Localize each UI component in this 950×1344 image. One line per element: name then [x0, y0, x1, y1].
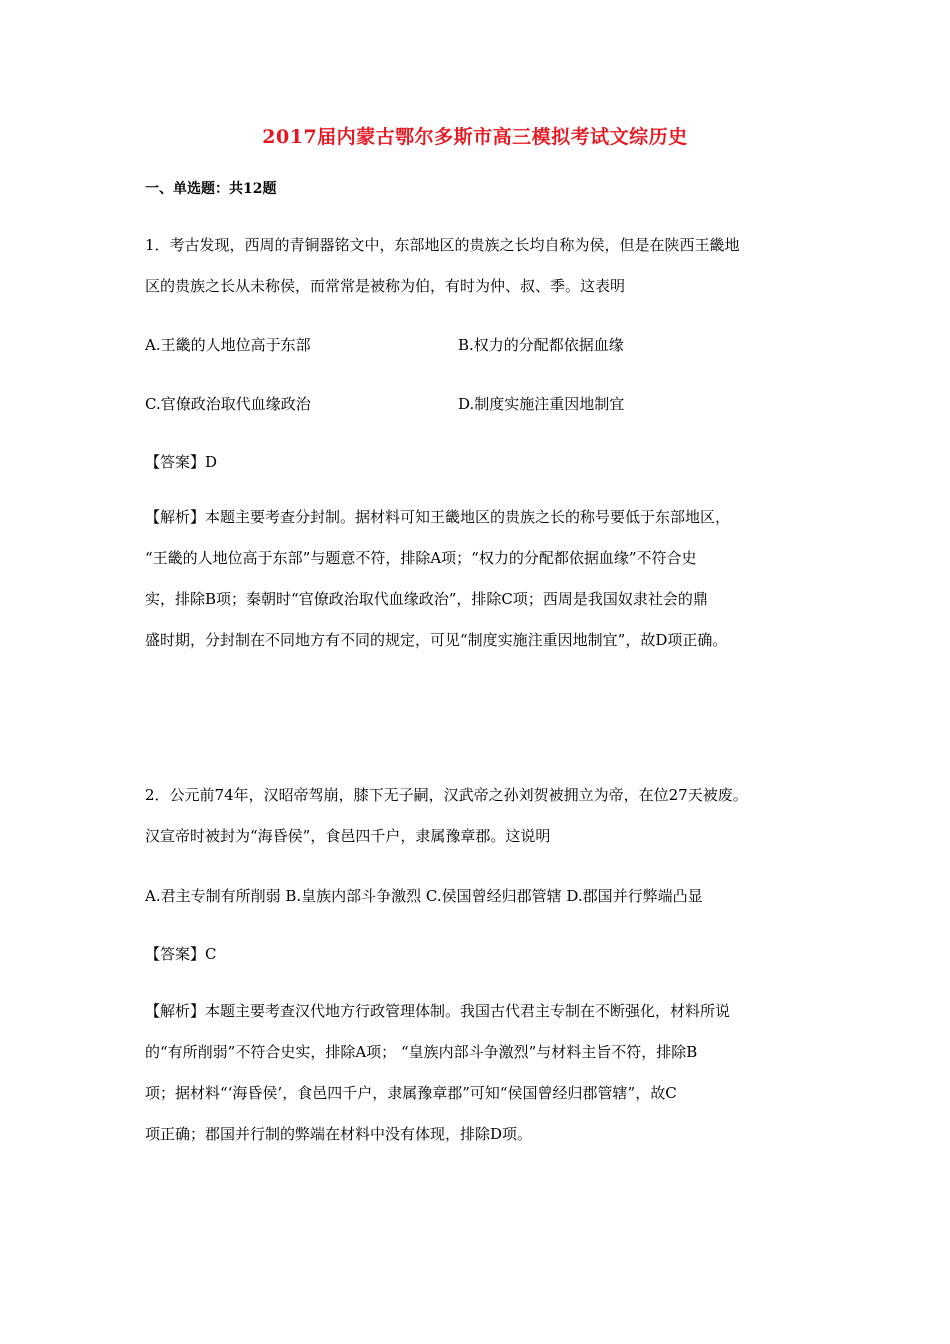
question-1-stem-line: 1．考古发现，西周的青铜器铭文中，东部地区的贵族之长均自称为侯，但是在陕西王畿地 — [145, 236, 740, 254]
question-1-analysis — [145, 497, 817, 661]
question-1-analysis-line: 盛时期，分封制在不同地方有不同的规定，可见“制度实施注重因地制宜”，故D项正确。 — [145, 631, 728, 649]
question-1-analysis-line: 【解析】本题主要考查分封制。据材料可知王畿地区的贵族之长的称号要低于东部地区， — [145, 508, 731, 526]
question-2-stem-line: 2．公元前74年，汉昭帝驾崩，膝下无子嗣，汉武帝之孙刘贺被拥立为帝，在位27天被废。 — [145, 786, 748, 804]
section-heading: 一、单选题：共12题 — [145, 181, 277, 197]
question-2-stem — [145, 775, 817, 857]
question-2-options: A.君主专制有所削弱 B.皇族内部斗争激烈 C.侯国曾经归郡管辖 D.郡国并行弊端凸显 — [145, 887, 703, 905]
question-1-option-a: A.王畿的人地位高于东部 — [145, 336, 311, 354]
question-1-analysis-line: 实，排除B项；秦朝时“官僚政治取代血缘政治”，排除C项；西周是我国奴隶社会的鼎 — [145, 590, 708, 608]
question-1-analysis-line: “王畿的人地位高于东部”与题意不符，排除A项；“权力的分配都依据血缘”不符合史 — [145, 549, 697, 567]
question-2-analysis-line: 项正确；郡国并行制的弊端在材料中没有体现，排除D项。 — [145, 1125, 533, 1143]
question-1-option-b: B.权力的分配都依据血缘 — [458, 336, 624, 354]
question-1-stem — [145, 225, 817, 307]
question-2-answer: 【答案】C — [145, 945, 217, 963]
question-2-analysis-line: 【解析】本题主要考查汉代地方行政管理体制。我国古代君主专制在不断强化，材料所说 — [145, 1002, 731, 1020]
question-2-stem-line: 汉宣帝时被封为“海昏侯”，食邑四千户，隶属豫章郡。这说明 — [145, 827, 551, 845]
question-1-stem-line: 区的贵族之长从未称侯，而常常是被称为伯，有时为仲、叔、季。这表明 — [145, 277, 626, 295]
question-1-option-c: C.官僚政治取代血缘政治 — [145, 395, 311, 413]
question-1-option-d: D.制度实施注重因地制宜 — [458, 395, 625, 413]
document-title: 2017届内蒙古鄂尔多斯市高三模拟考试文综历史 — [262, 126, 688, 148]
question-1-answer: 【答案】D — [145, 453, 218, 471]
question-2-analysis-line: 项；据材料“‘海昏侯’，食邑四千户，隶属豫章郡”可知“侯国曾经归郡管辖”，故C — [145, 1084, 677, 1102]
question-2-analysis — [145, 991, 817, 1155]
question-2-analysis-line: 的“有所削弱”不符合史实，排除A项； “皇族内部斗争激烈”与材料主旨不符，排除B — [145, 1043, 698, 1061]
